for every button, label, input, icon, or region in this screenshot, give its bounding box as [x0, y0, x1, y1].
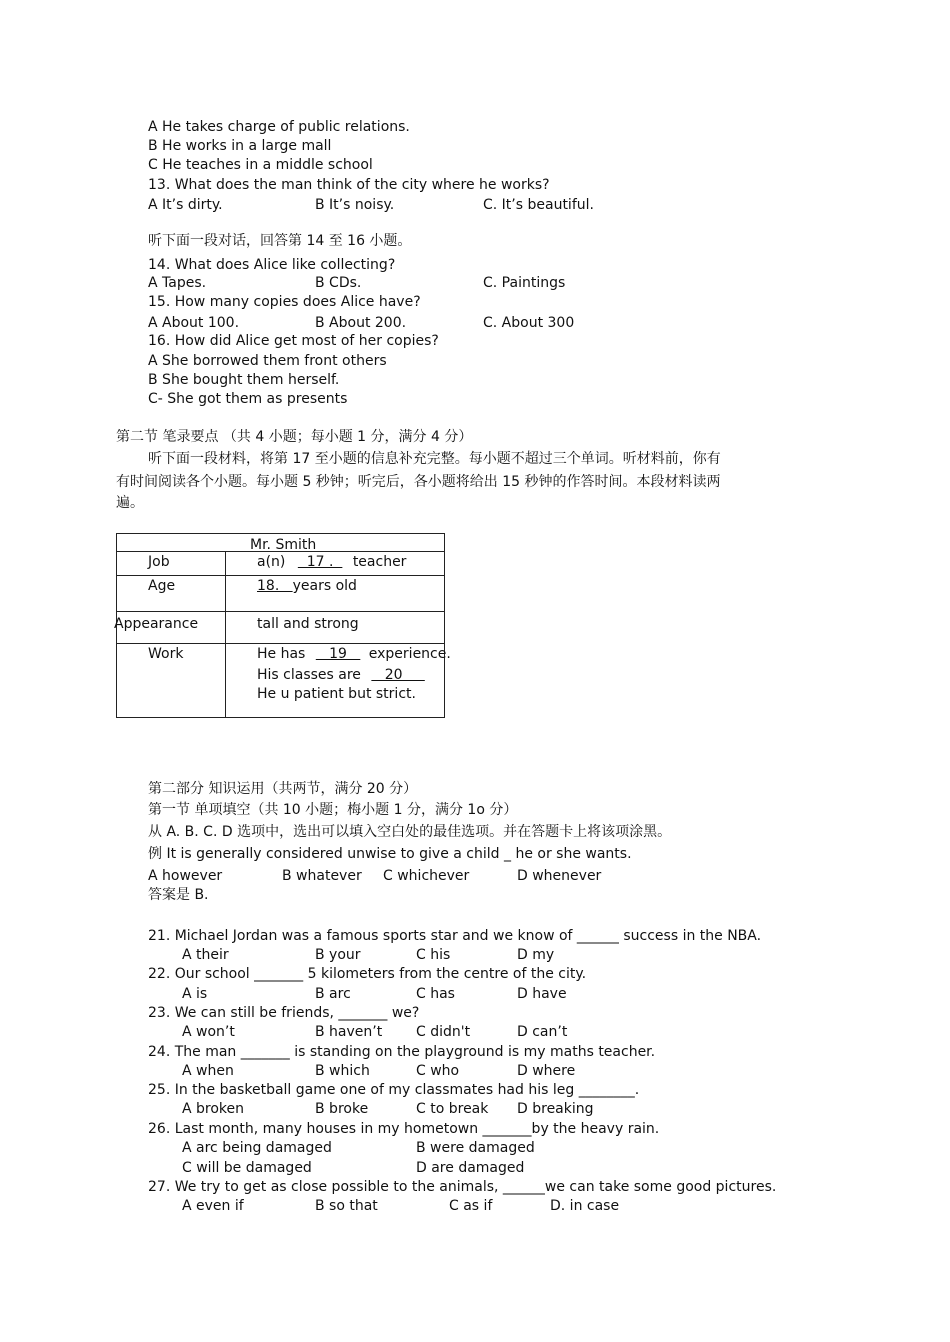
- job-pre: a(n): [257, 554, 286, 570]
- table-title: Mr. Smith: [250, 537, 317, 553]
- q23-option-a: A won’t: [182, 1024, 235, 1040]
- q24-option-a: A when: [182, 1063, 234, 1079]
- q12-option-c: C He teaches in a middle school: [148, 157, 373, 173]
- q15-option-c: C. About 300: [483, 315, 575, 331]
- q26-option-b: B were damaged: [416, 1140, 535, 1156]
- blank-18: 18.: [257, 578, 293, 594]
- q22-option-d: D have: [517, 986, 567, 1002]
- work-line2-pre: His classes are: [257, 667, 361, 683]
- q21-option-c: C his: [416, 947, 451, 963]
- q16-question: 16. How did Alice get most of her copies?: [148, 333, 439, 349]
- q21-option-a: A their: [182, 947, 229, 963]
- table-work-line2: [257, 666, 425, 684]
- part2-instruction: 从 A. B. C. D 选项中，选出可以填入空白处的最佳选项。并在答题卡上将该项涂黑。: [148, 824, 672, 840]
- example-option-c: C whichever: [383, 868, 470, 884]
- table-work-line1: [257, 645, 451, 663]
- work-line1-post: experience.: [368, 646, 451, 662]
- work-line1-pre: He has: [257, 646, 306, 662]
- q13-option-c: C. It’s beautiful.: [483, 197, 594, 213]
- part2-heading: 第二部分 知识运用（共两节，满分 20 分）: [148, 781, 418, 797]
- table-job-value: [257, 553, 406, 571]
- q12-option-a: A He takes charge of public relations.: [148, 119, 410, 135]
- q26-option-c: C will be damaged: [182, 1160, 312, 1176]
- q13-question: 13. What does the man think of the city where he works?: [148, 177, 550, 193]
- job-post: teacher: [352, 554, 407, 570]
- q27-question: 27. We try to get as close possible to the animals, ______we can take some good pictures.: [148, 1179, 777, 1195]
- q15-option-a: A About 100.: [148, 315, 240, 331]
- age-post: years old: [292, 578, 357, 594]
- q26-option-a: A arc being damaged: [182, 1140, 332, 1156]
- section2-instruction-line1: 听下面一段材料，将第 17 至小题的信息补充完整。每小题不超过三个单词。听材料前，你有: [148, 451, 721, 467]
- blank-19: 19: [315, 646, 361, 662]
- q21-question: 21. Michael Jordan was a famous sports star and we know of ______ success in the NBA.: [148, 928, 762, 944]
- q22-option-a: A is: [182, 986, 208, 1002]
- q24-question: 24. The man _______ is standing on the playground is my maths teacher.: [148, 1044, 656, 1060]
- example-answer: 答案是 B.: [148, 887, 209, 903]
- blank-20: 20: [371, 667, 425, 683]
- q27-option-a: A even if: [182, 1198, 244, 1214]
- q16-option-c: C- She got them as presents: [148, 391, 348, 407]
- q13-option-a: A It’s dirty.: [148, 197, 223, 213]
- q27-option-b: B so that: [315, 1198, 378, 1214]
- blank-17: 17 .: [297, 554, 343, 570]
- q23-question: 23. We can still be friends, _______ we?: [148, 1005, 420, 1021]
- example-option-d: D whenever: [517, 868, 602, 884]
- example-option-a: A however: [148, 868, 223, 884]
- table-work-line3: He u patient but strict.: [257, 686, 416, 702]
- q27-option-c: C as if: [449, 1198, 493, 1214]
- table-label-appearance: Appearance: [114, 616, 199, 632]
- q26-question: 26. Last month, many houses in my hometown _______by the heavy rain.: [148, 1121, 660, 1137]
- q24-option-d: D where: [517, 1063, 576, 1079]
- q23-option-c: C didn't: [416, 1024, 471, 1040]
- q21-option-b: B your: [315, 947, 361, 963]
- q12-option-b: B He works in a large mall: [148, 138, 332, 154]
- dialog-instruction: 听下面一段对话，回答第 14 至 16 小题。: [148, 233, 412, 249]
- q26-option-d: D are damaged: [416, 1160, 525, 1176]
- q16-option-a: A She borrowed them front others: [148, 353, 387, 369]
- q25-option-d: D breaking: [517, 1101, 594, 1117]
- table-appearance-value: tall and strong: [257, 616, 359, 632]
- q25-option-a: A broken: [182, 1101, 245, 1117]
- q25-option-b: B broke: [315, 1101, 369, 1117]
- section2-instruction-line2: 有时间阅读各个小题。每小题 5 秒钟；听完后，各小题将给出 15 秒钟的作答时间。本段材料读两: [116, 474, 721, 490]
- table-label-job: Job: [148, 554, 170, 570]
- q23-option-b: B haven’t: [315, 1024, 383, 1040]
- example-option-b: B whatever: [282, 868, 362, 884]
- q14-option-c: C. Paintings: [483, 275, 566, 291]
- section2-heading: 第二节 笔录要点 （共 4 小题；每小题 1 分，满分 4 分）: [116, 429, 473, 445]
- q25-question: 25. In the basketball game one of my classmates had his leg ________.: [148, 1082, 640, 1098]
- q16-option-b: B She bought them herself.: [148, 372, 340, 388]
- part2-example: 例 It is generally considered unwise to give a child _ he or she wants.: [148, 846, 632, 862]
- q24-option-c: C who: [416, 1063, 460, 1079]
- q22-question: 22. Our school _______ 5 kilometers from the centre of the city.: [148, 966, 587, 982]
- q25-option-c: C to break: [416, 1101, 489, 1117]
- section2-instruction-line3: 遍。: [116, 495, 144, 511]
- q24-option-b: B which: [315, 1063, 370, 1079]
- table-age-value: [257, 577, 357, 595]
- q14-option-a: A Tapes.: [148, 275, 207, 291]
- q23-option-d: D can’t: [517, 1024, 568, 1040]
- q21-option-d: D my: [517, 947, 555, 963]
- q27-option-d: D. in case: [550, 1198, 620, 1214]
- q13-option-b: B It’s noisy.: [315, 197, 395, 213]
- part2-subheading: 第一节 单项填空（共 10 小题；梅小题 1 分，满分 1o 分）: [148, 802, 518, 818]
- q14-option-b: B CDs.: [315, 275, 362, 291]
- q15-option-b: B About 200.: [315, 315, 407, 331]
- table-label-work: Work: [148, 646, 184, 662]
- q15-question: 15. How many copies does Alice have?: [148, 294, 421, 310]
- q22-option-c: C has: [416, 986, 455, 1002]
- table-label-age: Age: [148, 578, 176, 594]
- q22-option-b: B arc: [315, 986, 351, 1002]
- q14-question: 14. What does Alice like collecting?: [148, 257, 396, 273]
